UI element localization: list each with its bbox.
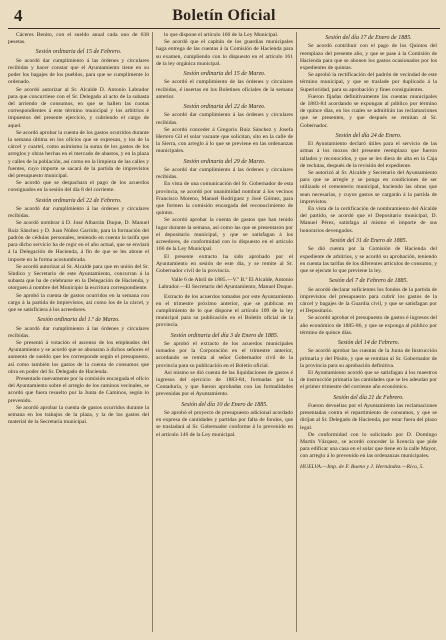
session-heading: Sesión ordinaria del día 3 de Enero de 1885.	[170, 332, 279, 339]
paragraph: Se acordó dar cumplimiento á las órdenes y circulares recibidas y hacer constar que el Ayuntamiento tiene en su poder los bagajes de los pueblos, para que se cumplimente lo ordenado.	[8, 57, 149, 86]
paragraph: El Ayuntamiento acordó que se satisfagan á los maestros de instrucción primaria las cantidades que se les adeudan por el primer trimestre del corriente año económico.	[300, 369, 437, 391]
paragraph: Se acordó declarar suficientes los fondos de la partida de imprevistos del presupuesto para cubrir los gastos de la cárcel y bagajes de la Guardia civil, y que se satisfagan por el Depositario.	[300, 286, 437, 315]
session-heading: Sesión del día 21 de Febrero.	[333, 394, 404, 401]
paragraph: lo que dispone el artículo 166 de la Ley Municipal.	[164, 32, 279, 38]
paragraph: Se acordó conceder á Gregorio Ruiz Sánchez y Josefa Herrero Gil el solar vacante que solicitan, sito en la calle de la Sierra, con arreglo á lo que se previene en las ordenanzas municipales.	[156, 126, 293, 155]
paragraph: Se presentó á votación el ascenso de los empleados del Ayuntamiento y se acordó que se abonaran á dichos señores el aumento de sueldo que les corresponde según el presupuesto, así como también los gastos de la cuenta de consumos que obra en poder del Sr. Delegado de Hacienda.	[8, 339, 149, 375]
paragraph: Se aprobó el proyecto de presupuesto adicional acordado en expresa de cantidades y partidas por falta de fondos, que se trasladará al Sr. Gobernador conforme á lo prevenido en el artículo 146 de la Ley municipal.	[156, 409, 293, 438]
column-1	[8, 32, 152, 632]
paragraph: Se aprobó el extracto de los acuerdos municipales tomados por la Corporación en el trimestre anterior, acordando se remita al señor Gobernador civil de la provincia para su publicación en el Boletín oficial.	[156, 340, 293, 369]
paragraph: Se acordó nombrar á D. José Albarrán Duque, D. Manuel Ruiz Sánchez y D. Juan Núñez Garrido, para la formación del padrón de cédulas personales, teniendo en cuenta la tarifa que para dicho servicio ha de regir en el año actual, que se enviará á la Delegación de Hacienda, á fin de que se les abone el importe en la forma acostumbrada.	[8, 220, 149, 263]
paragraph: Se autorizó al Sr. Alcalde y Secretario del Ayuntamiento para que se arregle y se ponga en condiciones de ser utilizado el cementerio municipal, haciendo las obras que sean necesarias, y cuyos gastos se cargarán á la partida de imprevistos.	[300, 170, 437, 205]
paragraph: Se acordó aprobar la cuenta de gastos ocurridos durante la semana en los trabajos de la plaza, y la de los gastos del material de la Secretaría municipal.	[8, 404, 149, 426]
session-heading: Sesión ordinaria del 29 de Marzo.	[183, 158, 266, 165]
session-heading: Sesión del 14 de Febrero.	[337, 339, 400, 346]
paragraph: De conformidad con lo solicitado por D. Domingo Martín Vázquez, se acordó conceder la licencia que pide para edificar una casa en el solar que tiene en la calle Mayor, con arreglo á lo prevenido en las ordenanzas municipales.	[300, 431, 437, 460]
paragraph: Se acordó autorizar al Sr. Alcalde para que en unión del Sr. Síndico y Secretario de este Ayuntamiento, concurran á la subasta que ha de celebrarse en la Delegación de Hacienda, y otorguen á nombre del Municipio la escritura correspondiente.	[8, 263, 149, 292]
session-heading: Sesión del día 24 de Enero.	[335, 132, 402, 139]
paragraph: El presente extracto ha sido aprobado por el Ayuntamiento en sesión de este día, y se remite al Sr. Gobernador civil de la provincia.	[156, 253, 293, 274]
masthead	[8, 6, 440, 29]
column-2	[152, 32, 296, 632]
column-3	[296, 32, 440, 632]
session-heading: Sesión del 31 de Enero de 1885.	[329, 237, 408, 244]
paragraph: Se acordó dar cumplimiento á las órdenes y circulares recibidas.	[8, 325, 149, 339]
signature-line: Valle 6 de Abril de 1885.—V.º B.º El Alcalde, Antonio Labrador.—El Secretario del Ayuntamiento, Manuel Duque.	[158, 277, 293, 291]
paragraph: Se acordó dar cumplimiento á las órdenes y circulares recibidas.	[8, 206, 149, 220]
paragraph: En vista de la certificación de nombramiento del Alcalde del partido, se acordó que el Depositario municipal, D. Manuel Pérez, satisfaga al mismo el importe de sus honorarios devengados.	[300, 206, 437, 234]
paragraph: En vista de una comunicación del Sr. Gobernador de esta provincia, se acordó por unanimidad nombrar á los vecinos Francisco Moreno, Manuel Rodríguez y José Gómez, para que formen la comisión encargada del reconocimiento de quintos.	[156, 181, 293, 217]
session-heading: Sesión del día 10 de Enero de 1885.	[181, 401, 268, 408]
paragraph: Fueron devueltas por el Ayuntamiento las reclamaciones presentadas contra el repartimiento de consumos, y que se dirijan al Sr. Delegado de Hacienda, por estar fuera del plazo legal.	[300, 402, 437, 431]
session-heading: Sesión ordinaria del 15 de Febrero.	[35, 49, 122, 56]
paragraph: Se acordó que se despachara el pago de los acuerdos consignados en la sesión del día 8 del corriente.	[8, 180, 149, 194]
paragraph: Se aprobó la rectificación del padrón de vecindad de este término municipal, y que se traslade por duplicado á la Superioridad, para su aprobación y fines consiguientes.	[300, 72, 437, 93]
paragraph: Se acordó que el capitán de los guardias municipales haga entrega de las cuentas á la Comisión de Hacienda para su examen, cumpliendo con lo dispuesto en el artículo 161 de la ley orgánica municipal.	[156, 39, 293, 67]
page-number: 4	[14, 6, 23, 25]
paragraph: Se acordó aprobar la cuenta de los gastos ocurridos durante la semana última en los oficios que se expresan, y los de la cárcel y cuartel, como asimismo la suma de los gastos de los arreglos y obras hechas en el mercado de abastos, y en la plaza y calles de la población, así como en la limpieza de las calles y fuentes, cuyo importe se sacará de la partida de imprevistos del presupuesto municipal.	[8, 129, 149, 180]
session-heading: Sesión ordinaria del 15 de Marzo.	[183, 71, 266, 78]
paragraph: Extracto de los acuerdos tomados por este Ayuntamiento en el trimestre próximo anterior, que se publican en cumplimiento de lo que dispone el artículo 109 de la ley municipal para su publicación en el Boletín oficial de la provincia.	[156, 293, 293, 329]
paragraph: Se acordó dar cumplimiento á las órdenes y circulares recibidas.	[156, 167, 293, 181]
session-heading: Sesión del día 17 de Enero de 1885.	[325, 35, 412, 41]
session-heading: Sesión ordinaria del 22 de Febrero.	[35, 197, 122, 204]
printer-imprint: HUELVA.—Imp. de F. Bueno y J. Hernández.—Rico, 5.	[300, 463, 424, 470]
paragraph: Se aprobó la cuenta de gastos ocurridos en la semana con cargo á la partida de imprevistos, así como los de la cárcel, y que se satisficiera á los acreedores.	[8, 292, 149, 313]
text-columns	[8, 32, 440, 632]
publication-title: Boletín Oficial	[172, 7, 276, 24]
paragraph: Se acordó aprobar el presupuesto de gastos é ingresos del año económico de 1885-86, y que se exponga al público por término de quince días.	[300, 315, 437, 336]
paragraph: Se acordó contribuir con el pago de los Quintos del reemplazo del presente año, y que se pase á la Comisión de Hacienda para que se abonen los gastos ocasionados por los expedientes de quintas.	[300, 43, 437, 72]
paragraph: Se acordó el cumplimiento de las órdenes y circulares recibidas, é insertas en los Boletines oficiales de la semana anterior.	[156, 79, 293, 100]
paragraph: Se dió cuenta por la Comisión de Hacienda del expediente de arbitrios, y se acordó su aprobación, teniendo en cuenta las tarifas de los diferentes artículos de consumo, y que se ejecute lo que previene la ley.	[300, 246, 437, 274]
paragraph: Se acordó aprobar la cuenta de gastos que han tenido lugar durante la semana, así como las que se presentaron por el depositario municipal, y que se satisfagan á los acreedores, de conformidad con lo dispuesto en el artículo 166 de la Ley Municipal.	[156, 217, 293, 253]
session-heading: Sesión ordinaria del 22 de Marzo.	[183, 104, 266, 111]
paragraph: Se acordó dar cumplimiento á las órdenes y circulares recibidas.	[156, 112, 293, 126]
session-heading: Sesión del 7 de Febrero de 1885.	[328, 278, 409, 285]
session-heading: Sesión ordinaria del 1.º de Marzo.	[37, 317, 120, 324]
paragraph: Presentado nuevamente por la comisión encargada el oficio del Ayuntamiento sobre el arreglo de los caminos vecinales, se acordó que fuera resuelto por la Junta de Caminos, según lo prevenido.	[8, 375, 150, 404]
paragraph: Se acordó autorizar al Sr. Alcalde D. Antonio Labrador para que concurriese con el Sr. Delegado al acto de la subasta del arriendo de consumos, en que se hallen las cuotas correspondientes á este término municipal y los arbitrios é impuestos del presente ejercicio, y cubriendo el cargo de aquel.	[8, 86, 149, 129]
paragraph: El Ayuntamiento declaró útiles para el servicio de las armas á los mozos del presente reemplazo que fueron tallados y reconocidos, y que se les diera de alta en la Caja de reclutas, después de la revisión del expediente.	[300, 141, 437, 169]
paragraph: Fueron fijadas definitivamente las cuentas municipales de 1883-84 acordando se expongan al público por término de quince días, en los cuales se admitirán las reclamaciones que se presenten, y que después se remitan al Sr. Gobernador.	[300, 93, 437, 129]
paragraph: Cáceres Benito, con el sueldo anual cada uno de 638 pesetas.	[8, 32, 149, 46]
paragraph: Se acordó aprobar las cuentas de la Junta de Instrucción primaria y del Pósito, y que se remitan al Sr. Gobernador de la provincia para su aprobación definitiva.	[300, 348, 437, 369]
paragraph: Así mismo se dió cuenta de las liquidaciones de gastos é ingresos del ejercicio de 1883-84, formadas por la Contaduría, y que fueron aprobadas con las formalidades prevenidas por el Ayuntamiento.	[156, 369, 293, 398]
